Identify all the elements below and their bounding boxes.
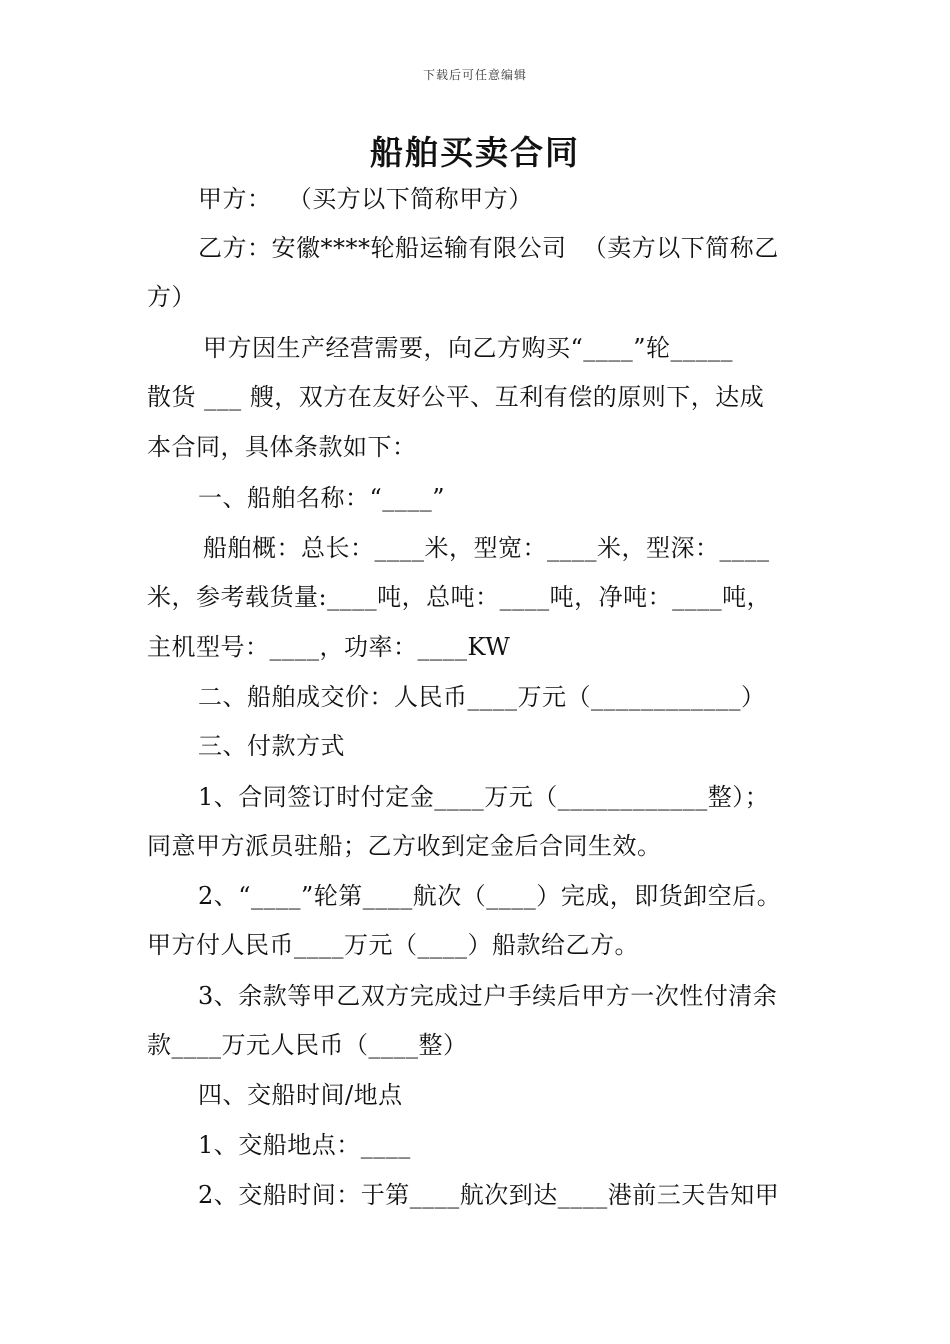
section-4-heading: 四、交船时间/地点 bbox=[198, 1081, 403, 1109]
section-3-heading: 三、付款方式 bbox=[198, 732, 345, 760]
payment-clause-3-line-1: 3、余款等甲乙双方完成过户手续后甲方一次性付清余 bbox=[198, 982, 778, 1010]
payment-clause-3-line-2: 款____万元人民币（____整） bbox=[147, 1031, 468, 1059]
ship-spec-line-2: 米，参考载货量:____吨，总吨：____吨，净吨：____吨， bbox=[147, 583, 772, 611]
payment-clause-2-line-2: 甲方付人民币____万元（____）船款给乙方。 bbox=[147, 931, 639, 959]
payment-clause-1-line-2: 同意甲方派员驻船；乙方收到定金后合同生效。 bbox=[147, 832, 662, 860]
preamble-line-2: 散货 ___ 艘，双方在友好公平、互利有偿的原则下，达成 bbox=[147, 383, 765, 411]
party-b-line-continued: 方） bbox=[147, 283, 196, 311]
page-header-note: 下载后可任意编辑 bbox=[422, 68, 527, 82]
preamble-line-1: 甲方因生产经营需要，向乙方购买“____”轮_____ bbox=[203, 334, 734, 362]
ship-spec-line-3: 主机型号：____，功率：____KW bbox=[147, 633, 511, 661]
party-a-line: 甲方： （买方以下简称甲方） bbox=[198, 185, 533, 213]
section-1-heading: 一、船舶名称：“____” bbox=[198, 484, 446, 512]
document-title: 船舶买卖合同 bbox=[370, 133, 580, 172]
payment-clause-1-line-1: 1、合同签订时付定金____万元（____________整）； bbox=[198, 783, 770, 811]
delivery-place-line: 1、交船地点：____ bbox=[198, 1131, 411, 1159]
delivery-time-line: 2、交船时间：于第____航次到达____港前三天告知甲 bbox=[198, 1181, 780, 1209]
ship-spec-line-1: 船舶概：总长：____米，型宽：____米，型深：____ bbox=[203, 534, 770, 562]
preamble-line-3: 本合同，具体条款如下： bbox=[147, 433, 417, 461]
party-b-line: 乙方：安徽****轮船运输有限公司 （卖方以下简称乙 bbox=[198, 234, 779, 262]
section-2-heading: 二、船舶成交价：人民币____万元（____________） bbox=[198, 683, 766, 711]
payment-clause-2-line-1: 2、“____”轮第____航次（____）完成，即货卸空后。 bbox=[198, 882, 782, 910]
